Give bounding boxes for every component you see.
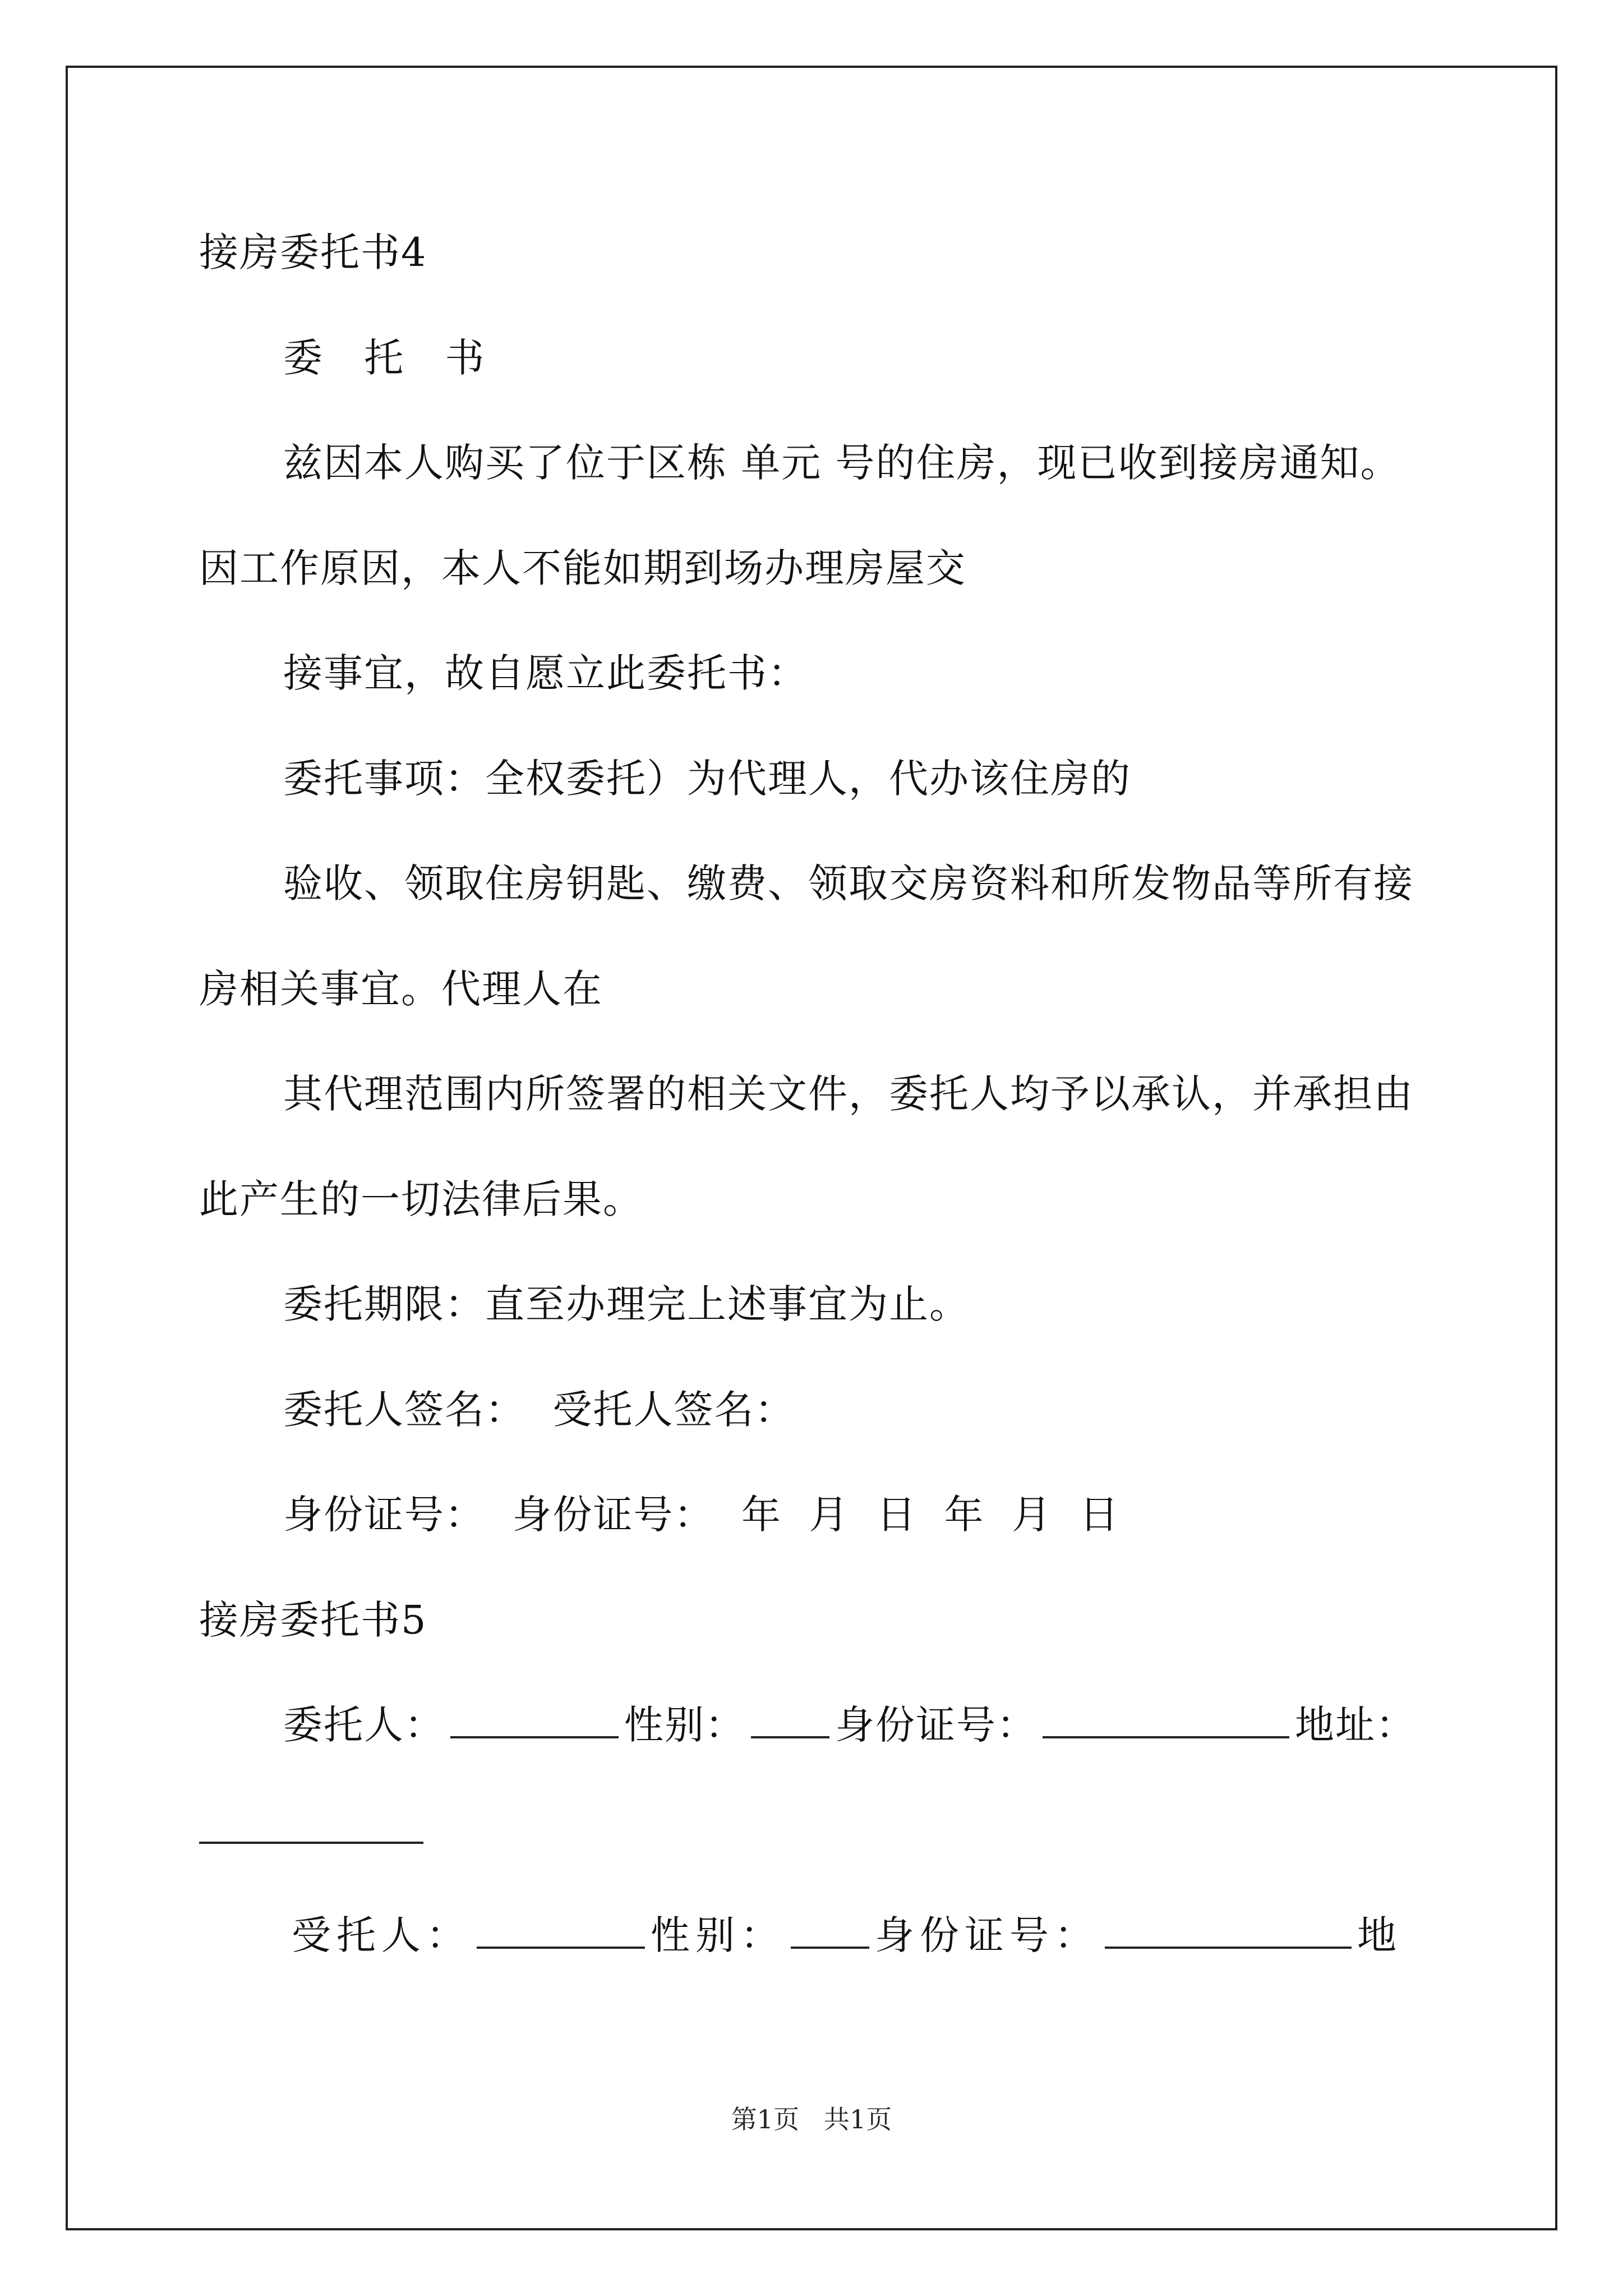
paragraph-line: 兹因本人购买了位于区栋 单元 号的住房，现已收到接房通知。 xyxy=(283,440,1401,486)
paragraph-line: 委托事项：全权委托）为代理人，代办该住房的 xyxy=(283,756,1131,802)
entrustor-name-blank xyxy=(450,1704,619,1738)
signature-line: 委托人签名： 受托人签名： xyxy=(283,1387,795,1433)
trustee-label: 受托人： xyxy=(292,1912,471,1958)
paragraph-line: 验收、领取住房钥匙、缴费、领取交房资料和所发物品等所有接 xyxy=(283,861,1414,907)
entrustor-id-blank xyxy=(1043,1704,1289,1738)
entrustor-form-line xyxy=(283,1700,1416,1750)
entrustor-gender-label: 性别： xyxy=(624,1702,745,1748)
paragraph-line: 其代理范围内所签署的相关文件，委托人均予以承认，并承担由 xyxy=(283,1071,1414,1117)
paragraph-line: 因工作原因，本人不能如期到场办理房屋交 xyxy=(199,545,966,591)
section-title-4: 接房委托书4 xyxy=(199,229,427,275)
page-footer: 第1页 共1页 xyxy=(731,2104,892,2134)
trustee-id-label: 身份证号： xyxy=(875,1912,1099,1958)
id-date-line: 身份证号： 身份证号： 年 月 日 年 月 日 xyxy=(283,1492,1120,1538)
paragraph-line: 委托期限：直至办理完上述事宜为止。 xyxy=(283,1281,970,1327)
entrustor-id-label: 身份证号： xyxy=(835,1702,1037,1748)
trustee-gender-blank xyxy=(791,1914,869,1949)
trustee-gender-label: 性别： xyxy=(651,1912,785,1958)
paragraph-line: 接事宜，故自愿立此委托书： xyxy=(283,650,808,696)
paragraph-line: 此产生的一切法律后果。 xyxy=(199,1176,643,1222)
trustee-id-blank xyxy=(1105,1914,1352,1949)
entrustor-gender-blank xyxy=(751,1704,829,1738)
entrustor-label: 委托人： xyxy=(283,1702,445,1748)
paragraph-line: 房相关事宜。代理人在 xyxy=(199,966,603,1012)
entrustor-address-blank xyxy=(199,1809,423,1844)
trustee-address-label: 地 xyxy=(1357,1912,1402,1958)
trustee-form-line xyxy=(292,1910,1402,1961)
trustee-name-blank xyxy=(477,1914,645,1949)
entrustor-address-line xyxy=(199,1805,429,1856)
document-heading: 委 托 书 xyxy=(283,335,499,381)
section-title-5: 接房委托书5 xyxy=(199,1597,427,1643)
page-frame xyxy=(66,66,1557,2230)
entrustor-address-label: 地址： xyxy=(1295,1702,1416,1748)
